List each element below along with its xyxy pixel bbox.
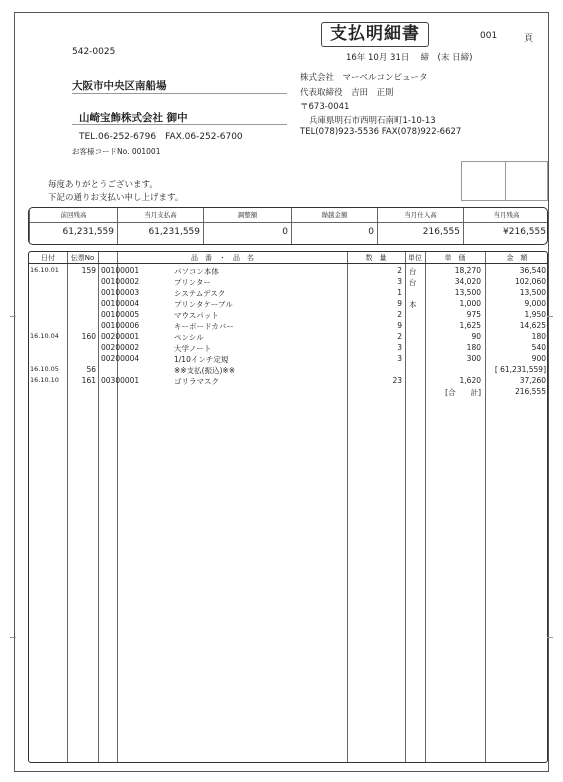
cell-price: 1,620	[459, 376, 481, 385]
cell-price: 90	[471, 332, 481, 341]
cell-slip: 159	[81, 266, 96, 275]
cell-code: 00100006	[101, 321, 140, 330]
table-row	[29, 310, 547, 321]
cell-slip: 160	[81, 332, 96, 341]
cell-price: [合 計]	[445, 388, 481, 397]
cell-amount: 540	[531, 343, 546, 352]
cell-qty: 2	[397, 266, 402, 275]
table-row	[29, 332, 547, 343]
cell-amount: 37,260	[519, 376, 546, 385]
header-slip: 伝票No	[70, 254, 95, 262]
punch-mark	[547, 316, 553, 317]
cell-name: ※※支払(振込)※※	[174, 366, 235, 375]
table-header	[29, 252, 547, 264]
header-qty: 数 量	[365, 254, 387, 262]
cell-amount: 102,060	[514, 277, 546, 286]
cell-qty: 3	[397, 277, 402, 286]
closing-date: 16年 10月 31日 締 (末 日締)	[346, 53, 473, 63]
summary-box	[28, 207, 548, 245]
customer-tel-fax: TEL.06-252-6796 FAX.06-252-6700	[79, 132, 243, 142]
issuer-tel-fax: TEL(078)923-5536 FAX(078)922-6627	[300, 127, 462, 137]
header-price: 単 価	[444, 254, 466, 262]
cell-name: 大学ノート	[174, 344, 212, 353]
document-title: 支払明細書	[321, 22, 429, 47]
cell-qty: 3	[397, 343, 402, 352]
cell-qty: 3	[397, 354, 402, 363]
cell-amount: 9,000	[524, 299, 546, 308]
table-row	[29, 365, 547, 376]
header-unit: 単位	[408, 254, 422, 262]
cell-qty: 9	[397, 321, 402, 330]
issuer-company: 株式会社 マーベルコンピュータ	[300, 73, 428, 83]
header-date: 日付	[41, 254, 55, 262]
cell-name: マウスパット	[174, 311, 219, 320]
cell-price: 300	[466, 354, 481, 363]
table-row	[29, 387, 547, 398]
summary-paid-this-month: 当月支払高 61,231,559	[117, 208, 203, 244]
cell-name: パソコン本体	[174, 267, 219, 276]
cell-code: 00200004	[101, 354, 140, 363]
cell-date: 16.10.04	[30, 332, 59, 340]
cell-code: 00300001	[101, 376, 140, 385]
cell-qty: 2	[397, 332, 402, 341]
cell-qty: 23	[392, 376, 402, 385]
cell-qty: 2	[397, 310, 402, 319]
divider	[72, 124, 287, 125]
cell-price: 1,000	[459, 299, 481, 308]
cell-qty: 1	[397, 288, 402, 297]
cell-amount: 1,950	[524, 310, 546, 319]
cell-code: 00100002	[101, 277, 140, 286]
table-row	[29, 266, 547, 277]
summary-carryover: 繰越金額 0	[291, 208, 377, 244]
punch-mark	[10, 637, 16, 638]
table-row	[29, 321, 547, 332]
cell-slip: 161	[81, 376, 96, 385]
issuer-representative: 代表取締役 吉田 正則	[300, 88, 394, 98]
customer-zip: 542-0025	[72, 47, 116, 57]
greeting-line-2: 下記の通りお支払い申し上げます。	[48, 193, 184, 203]
cell-name: システムデスク	[174, 289, 226, 298]
table-row	[29, 288, 547, 299]
cell-unit: 台	[409, 267, 417, 276]
cell-date: 16.10.10	[30, 376, 59, 384]
cell-name: プリンター	[174, 278, 211, 287]
cell-code: 00100003	[101, 288, 140, 297]
cell-code: 00100004	[101, 299, 140, 308]
cell-price: 13,500	[454, 288, 481, 297]
table-row	[29, 354, 547, 365]
header-amount: 金 額	[506, 254, 528, 262]
cell-unit: 台	[409, 278, 417, 287]
header-item: 品 番 ・ 品 名	[191, 254, 254, 262]
cell-unit: 本	[409, 300, 417, 309]
divider	[72, 93, 287, 94]
cell-amount: 216,555	[514, 387, 546, 396]
cell-name: ゴリラマスク	[174, 377, 219, 386]
statement-page	[14, 12, 549, 772]
issuer-address: 兵庫県明石市西明石南町1-10-13	[309, 116, 436, 126]
cell-price: 975	[466, 310, 481, 319]
cell-name: 1/10インチ定規	[174, 355, 229, 364]
cell-amount: 900	[531, 354, 546, 363]
cell-amount: 14,625	[519, 321, 546, 330]
punch-mark	[10, 316, 16, 317]
cell-code: 00100001	[101, 266, 140, 275]
cell-code: 00200002	[101, 343, 140, 352]
summary-previous-balance: 前回残高 61,231,559	[29, 208, 117, 244]
cell-amount: 36,540	[519, 266, 546, 275]
table-row	[29, 343, 547, 354]
cell-name: ペンシル	[174, 333, 204, 342]
cell-name: プリンタケーブル	[174, 300, 233, 309]
summary-purchases-this-month: 当月仕入高 216,555	[377, 208, 463, 244]
customer-code: お客様コードNo. 001001	[72, 147, 161, 156]
cell-price: 34,020	[454, 277, 481, 286]
issuer-zip: 〒673-0041	[300, 102, 350, 112]
summary-adjustment: 調整額 0	[203, 208, 291, 244]
cell-qty: 9	[397, 299, 402, 308]
customer-name: 山崎宝飾株式会社 御中	[79, 112, 188, 124]
cell-code: 00200001	[101, 332, 140, 341]
page-number: 001	[480, 31, 498, 41]
cell-price: 180	[466, 343, 481, 352]
cell-price: 1,625	[459, 321, 481, 330]
stamp-box	[461, 161, 548, 201]
customer-address: 大阪市中央区南船場	[72, 80, 167, 92]
cell-amount: 180	[531, 332, 546, 341]
table-row	[29, 376, 547, 387]
cell-code: 00100005	[101, 310, 140, 319]
cell-date: 16.10.05	[30, 365, 59, 373]
page-unit: 頁	[524, 34, 534, 44]
cell-amount: [ 61,231,559]	[494, 365, 546, 374]
cell-amount: 13,500	[519, 288, 546, 297]
items-table	[28, 251, 548, 763]
table-row	[29, 299, 547, 310]
cell-date: 16.10.01	[30, 266, 59, 274]
greeting-line-1: 毎度ありがとうございます。	[48, 180, 158, 190]
cell-slip: 56	[86, 365, 96, 374]
summary-current-balance: 当月残高 ¥216,555	[463, 208, 548, 244]
punch-mark	[547, 637, 553, 638]
cell-name: キーボードカバー	[174, 322, 234, 331]
cell-price: 18,270	[454, 266, 481, 275]
table-row	[29, 277, 547, 288]
